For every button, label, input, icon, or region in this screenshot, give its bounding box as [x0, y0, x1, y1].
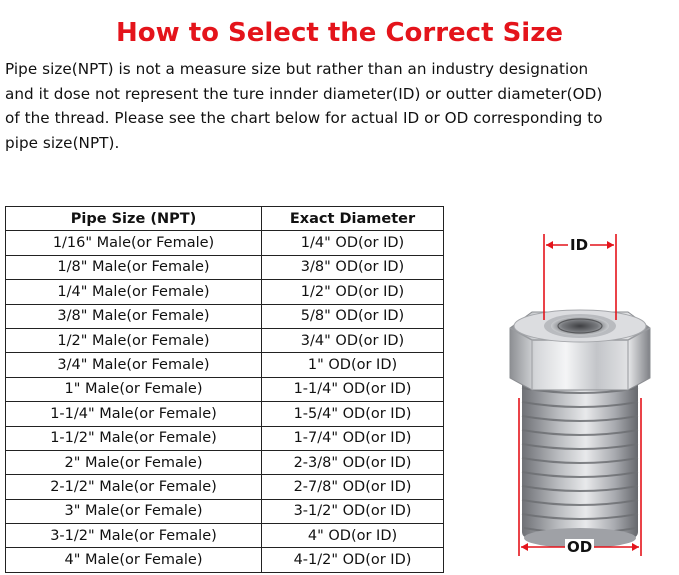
page-title: How to Select the Correct Size — [116, 18, 563, 49]
exact-diameter-cell: 4-1/2" OD(or ID) — [262, 548, 444, 572]
column-header-exact-diameter: Exact Diameter — [262, 207, 444, 231]
exact-diameter-cell: 5/8" OD(or ID) — [262, 304, 444, 328]
bore-opening — [544, 314, 616, 338]
pipe-size-cell: 4" Male(or Female) — [6, 548, 262, 572]
table-row — [6, 255, 444, 279]
table-row — [6, 377, 444, 401]
od-label: OD — [567, 538, 593, 556]
pipe-size-cell: 1/2" Male(or Female) — [6, 328, 262, 352]
pipe-size-cell: 2-1/2" Male(or Female) — [6, 475, 262, 499]
pipe-size-cell: 1-1/4" Male(or Female) — [6, 402, 262, 426]
exact-diameter-cell: 1" OD(or ID) — [262, 353, 444, 377]
table-row — [6, 231, 444, 255]
exact-diameter-cell: 2-7/8" OD(or ID) — [262, 475, 444, 499]
table-row — [6, 548, 444, 572]
table-row — [6, 353, 444, 377]
pipe-size-cell: 1/8" Male(or Female) — [6, 255, 262, 279]
table-row — [6, 304, 444, 328]
id-label: ID — [570, 236, 589, 254]
intro-line: pipe size(NPT). — [5, 133, 120, 152]
size-chart-table — [5, 206, 444, 573]
table-row — [6, 402, 444, 426]
exact-diameter-cell: 3/8" OD(or ID) — [262, 255, 444, 279]
table-row — [6, 499, 444, 523]
pipe-size-cell: 2" Male(or Female) — [6, 450, 262, 474]
exact-diameter-cell: 3/4" OD(or ID) — [262, 328, 444, 352]
intro-paragraph — [5, 57, 677, 155]
exact-diameter-cell: 3-1/2" OD(or ID) — [262, 499, 444, 523]
exact-diameter-cell: 1-7/4" OD(or ID) — [262, 426, 444, 450]
intro-line: of the thread. Please see the chart below for actual ID or OD corresponding to — [5, 109, 603, 127]
table-row — [6, 280, 444, 304]
exact-diameter-cell: 2-3/8" OD(or ID) — [262, 450, 444, 474]
table-header-row — [6, 207, 444, 231]
thread-body — [522, 378, 638, 548]
exact-diameter-cell: 1-5/4" OD(or ID) — [262, 402, 444, 426]
table-row — [6, 328, 444, 352]
intro-line: Pipe size(NPT) is not a measure size but rather than an industry designation — [5, 60, 589, 78]
pipe-size-cell: 1/4" Male(or Female) — [6, 280, 262, 304]
exact-diameter-cell: 1-1/4" OD(or ID) — [262, 377, 444, 401]
pipe-size-cell: 1/16" Male(or Female) — [6, 231, 262, 255]
table-row — [6, 475, 444, 499]
pipe-size-cell: 3" Male(or Female) — [6, 499, 262, 523]
pipe-size-cell: 3/4" Male(or Female) — [6, 353, 262, 377]
pipe-size-cell: 1" Male(or Female) — [6, 377, 262, 401]
exact-diameter-cell: 1/4" OD(or ID) — [262, 231, 444, 255]
table-row — [6, 426, 444, 450]
exact-diameter-cell: 4" OD(or ID) — [262, 524, 444, 548]
column-header-pipe-size: Pipe Size (NPT) — [6, 207, 262, 231]
pipe-size-cell: 1-1/2" Male(or Female) — [6, 426, 262, 450]
intro-line: and it dose not represent the ture innder diameter(ID) or outter diameter(OD) — [5, 84, 603, 103]
fitting-illustration — [500, 228, 660, 568]
table-row — [6, 450, 444, 474]
pipe-size-cell: 3-1/2" Male(or Female) — [6, 524, 262, 548]
exact-diameter-cell: 1/2" OD(or ID) — [262, 280, 444, 304]
table-row — [6, 524, 444, 548]
pipe-size-cell: 3/8" Male(or Female) — [6, 304, 262, 328]
